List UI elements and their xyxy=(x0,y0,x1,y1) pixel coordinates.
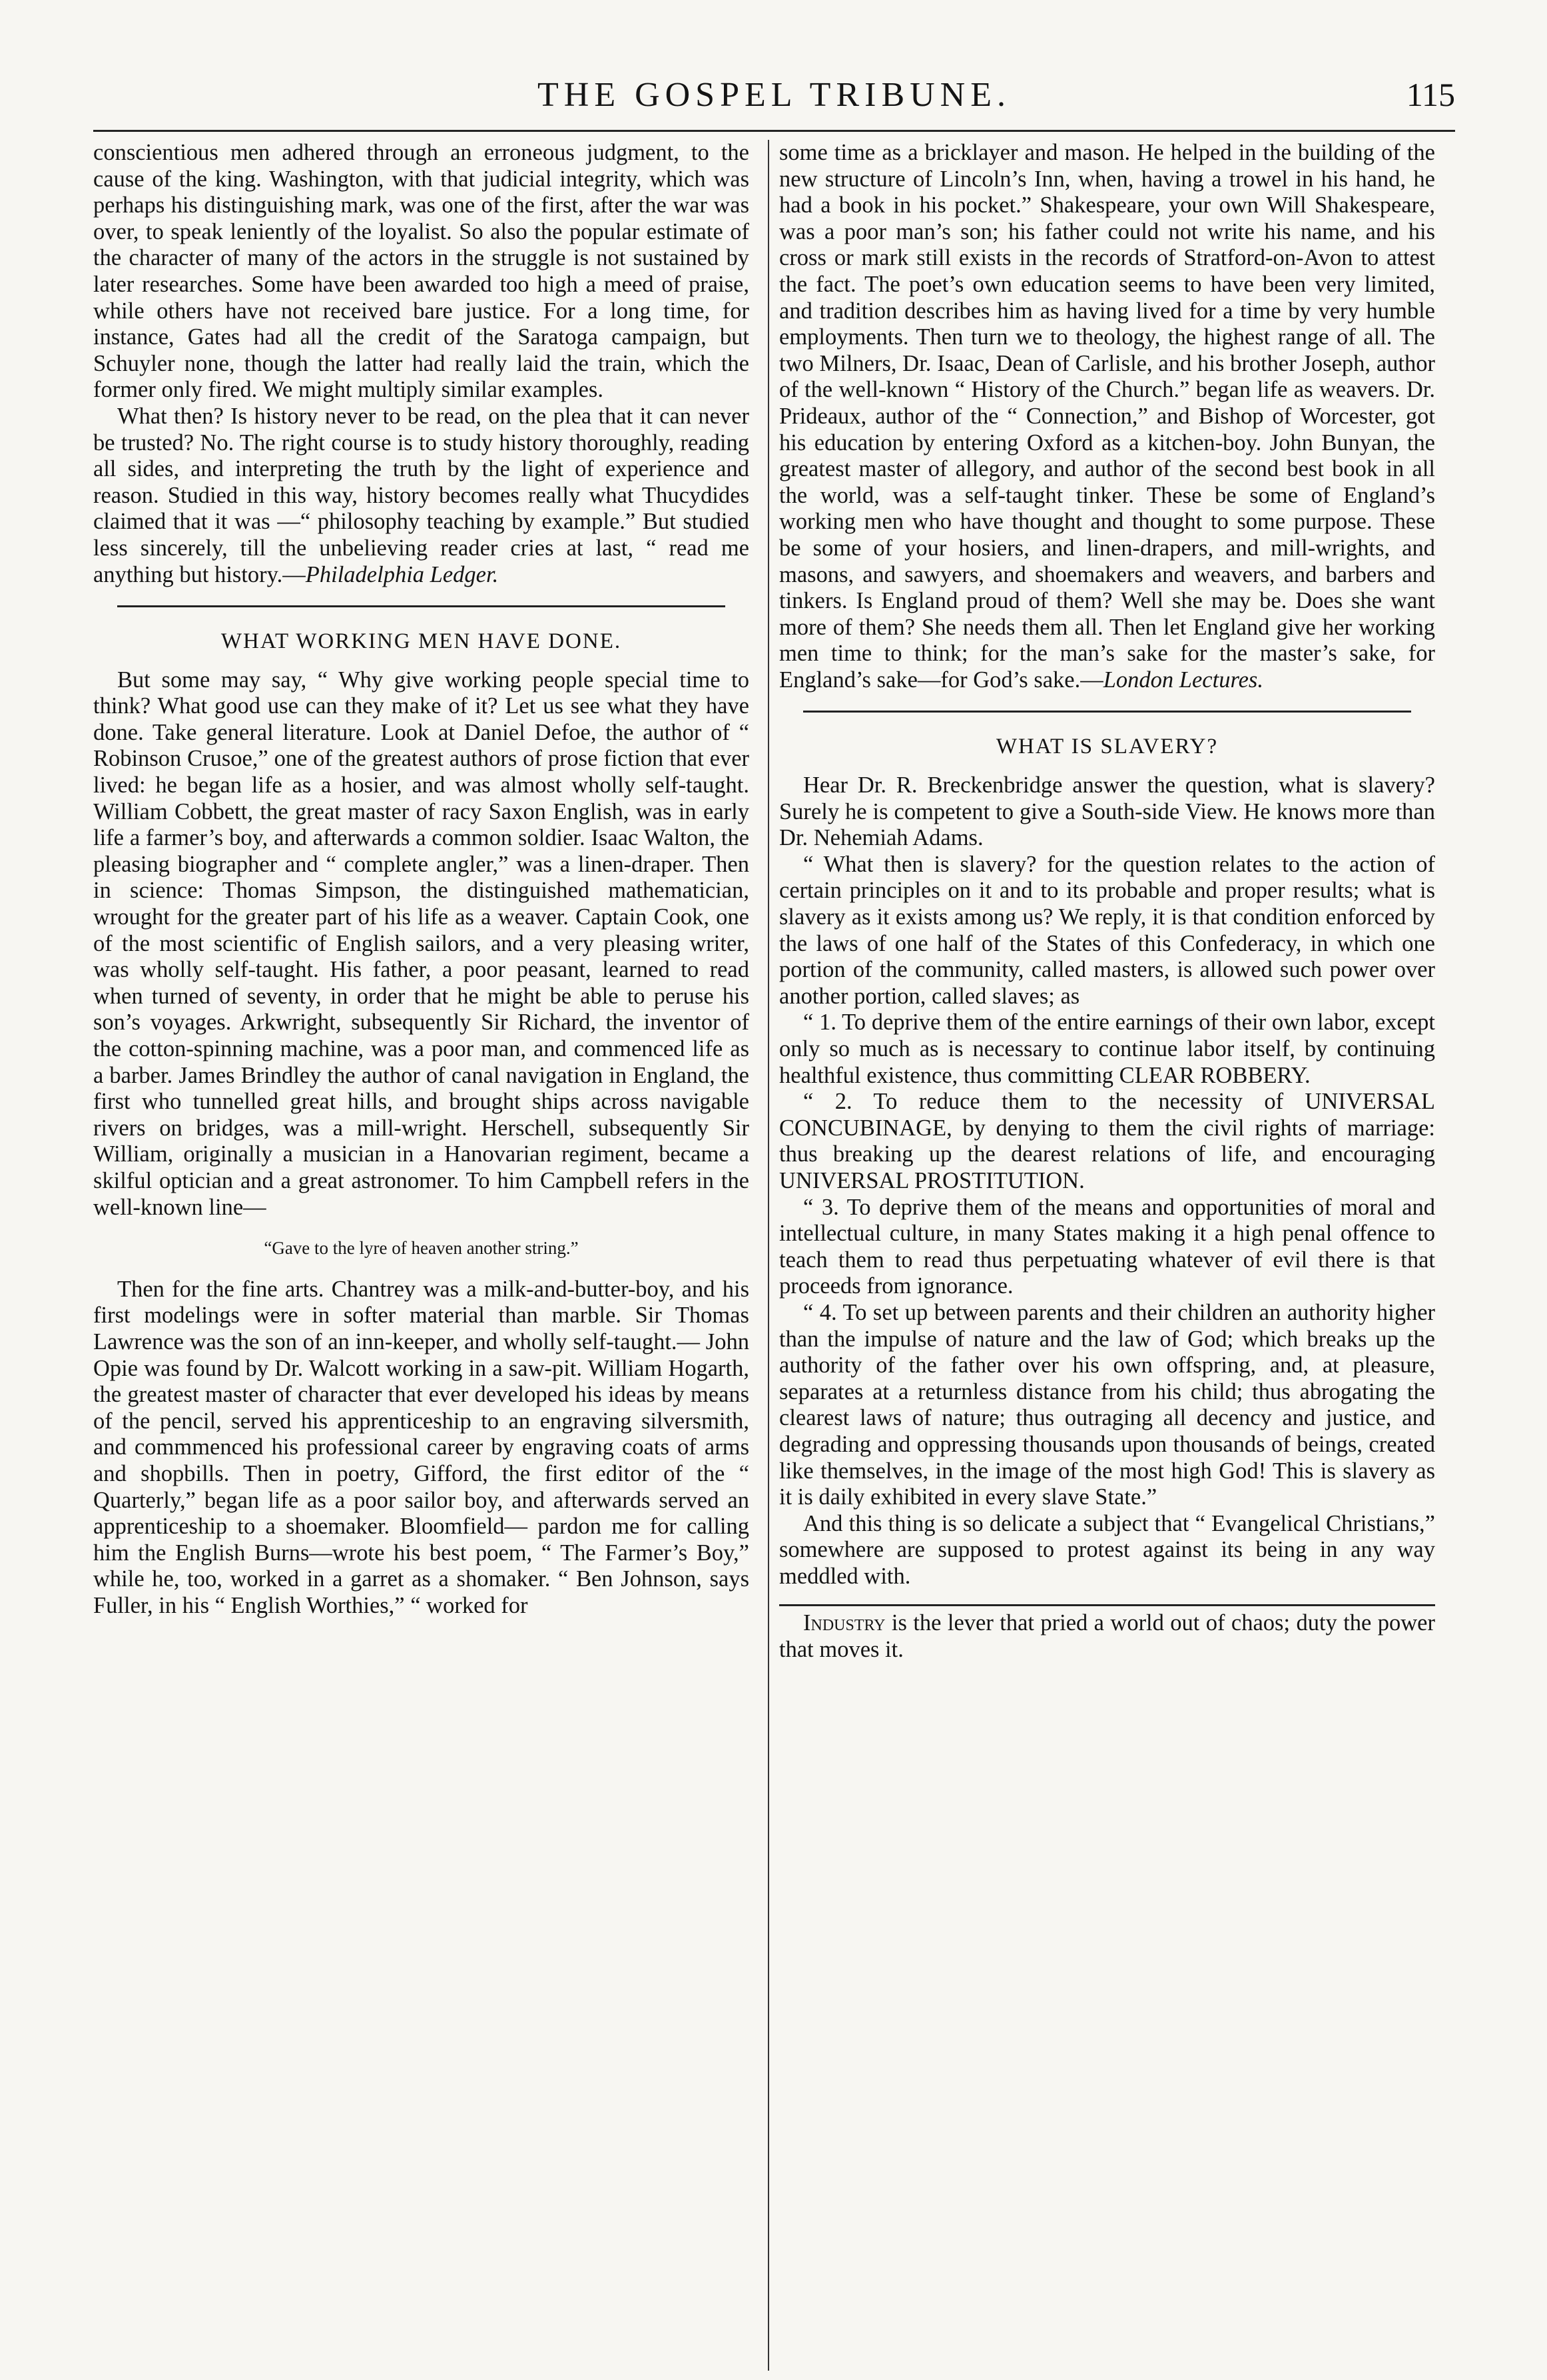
article-paragraph xyxy=(779,1610,1435,1663)
article-paragraph: conscientious men adhered through an erroneous judgment, to the cause of the king. Washington, with that judicial integrity, which was perhaps his distinguishing mark, was one of the first, after the war was over, to speak leniently of the loyalist. So also the popular estimate of the character of many of the actors in the struggle is not sustained by later researches. Some have been awarded too high a meed of praise, while others have not received bare justice. For a long time, for instance, Gates had all the credit of the Saratoga campaign, but Schuyler none, though the latter had really laid the train, which the former only fired. We might multiply similar examples. xyxy=(93,140,749,403)
article-paragraph: “ 1. To deprive them of the entire earnings of their own labor, except only so much as is necessary to continue labor itself, by continuing healthful existence, thus committing CLEAR ROBBERY. xyxy=(779,1010,1435,1088)
article-paragraph xyxy=(779,140,1435,693)
article-paragraph: “ What then is slavery? for the question relates to the action of certain principles on it and to its probable and proper results; what is slavery as it exists among us? We reply, it is that condition enforced by the laws of one half of the States of this Confederacy, in which one portion of the community, called masters, is allowed such power over another portion, called slaves; as xyxy=(779,851,1435,1009)
section-divider xyxy=(803,711,1411,713)
source-citation: Philadelphia Ledger. xyxy=(305,561,499,587)
article-paragraph: “ 4. To set up between parents and their children an authority higher than the impulse of nature and the law of God; which breaks up the authority of the father over his own offspring, and, at pleasure, separates at a returnless distance from his child; thus abrogating the clearest laws of nature; thus outraging all decency and justice, and degrading and oppressing thousands upon thousands of beings, created like themselves, in the image of the most high God! This is slavery as it is daily exhibited in every slave State.” xyxy=(779,1299,1435,1510)
section-divider xyxy=(779,1604,1435,1606)
newspaper-title: THE GOSPEL TRIBUNE. xyxy=(537,76,1011,114)
article-paragraph: “ 2. To reduce them to the necessity of UNIVERSAL CONCUBINAGE, by denying to them the civil rights of marriage: thus breaking up the dearest relations of life, and encouraging UNIVERSAL PROSTITUTION. xyxy=(779,1089,1435,1193)
page-number: 115 xyxy=(1406,76,1455,113)
article-paragraph: Then for the fine arts. Chantrey was a milk-and-butter-boy, and his first modelings were in softer material than marble. Sir Thomas Lawrence was the son of an inn-keeper, and wholly self-taught.— John Opie was found by Dr. Walcott working in a saw-pit. William Hogarth, the greatest master of character that ever developed his ideas by means of the pencil, served his apprenticeship to an engraving silversmith, and commmenced his professional career by engraving coats of arms and shopbills. Then in poetry, Gifford, the first editor of the “ Quarterly,” began life as a poor sailor boy, and afterwards served an apprenticeship to a shoemaker. Bloomfield— pardon me for calling him the English Burns—wrote his best poem, “ The Farmer’s Boy,” while he, too, worked in a garret as a shomaker. “ Ben Johnson, says Fuller, in his “ English Worthies,” “ worked for xyxy=(93,1276,749,1618)
source-citation: London Lectures. xyxy=(1103,667,1263,693)
paragraph-text: some time as a bricklayer and mason. He helped in the building of the new structure of Lincoln’s Inn, when, having a trowel in his hand, he had a book in his pocket.” Shakespeare, your own Will Shakespeare, was a poor man’s son; his father could not write his name, and his cross or mark still exists in the records of Stratford-on-Avon to attest the fact. The poet’s own education seems to have been very limited, and tradition describes him as having lived for a time by very humble employments. Then turn we to theology, the highest range of all. The two Milners, Dr. Isaac, Dean of Carlisle, and his brother Joseph, author of the well-known “ History of the Church.” began life as weavers. Dr. Prideaux, author of the “ Connection,” and Bishop of Worcester, got his education by entering Oxford as a kitchen-boy. John Bunyan, the greatest master of allegory, and author of the second best book in all the world, was a self-taught tinker. These be some of England’s working men who have thought and thought to some purpose. These be some of your hosiers, and linen-drapers, and mill-wrights, and masons, and sawyers, and shoemakers and weavers, and barbers and tinkers. Is England proud of them? Well she may be. Does she want more of them? She needs them all. Then let England give her working men time to think; for the man’s sake for the master’s sake, for England’s sake—for God’s sake.— xyxy=(779,140,1435,693)
right-column xyxy=(779,140,1435,2344)
quoted-verse: “Gave to the lyre of heaven another string.” xyxy=(264,1238,579,1259)
paragraph-text: is the lever that pried a world out of chaos; duty the power that moves it. xyxy=(779,1610,1435,1663)
article-paragraph: “ 3. To deprive them of the means and opportunities of moral and intellectual culture, in many States making it a high penal offence to teach them to read thus perpetuating whatever of evil there is that proceeds from ignorance. xyxy=(779,1194,1435,1299)
article-paragraph: But some may say, “ Why give working people special time to think? What good use can they make of it? Let us see what they have done. Take general literature. Look at Daniel Defoe, the author of “ Robinson Crusoe,” one of the greatest authors of prose fiction that ever lived: he began life as a hosier, and was almost wholly self-taught. William Cobbett, the great master of racy Saxon English, was in early life a farmer’s boy, and afterwards a common soldier. Isaac Walton, the pleasing biographer and “ complete angler,” was a linen-draper. Then in science: Thomas Simpson, the distinguished mathematician, wrought for the greater part of his life as a weaver. Captain Cook, one of the most scientific of English sailors, and a very pleasing writer, was wholly self-taught. His father, a poor peasant, learned to read when turned of seventy, in order that he might be able to peruse his son’s voyages. Arkwright, subsequently Sir Richard, the inventor of the cotton-spinning machine, was a poor man, and commenced life as a barber. James Brindley the author of canal navigation in England, the first who tunnelled great hills, and brought ships across navigable rivers on bridges, was a mill-wright. Herschell, subsequently Sir William, originally a musician in a Hanovarian regiment, became a skilful optician and a great astronomer. To him Campbell refers in the well-known line— xyxy=(93,667,749,1220)
section-divider xyxy=(117,605,725,607)
article-heading: WHAT WORKING MEN HAVE DONE. xyxy=(220,629,622,654)
page-header xyxy=(93,70,1455,132)
paragraph-text: What then? Is history never to be read, on the plea that it can never be trusted? No. The right course is to study history thoroughly, reading all sides, and interpreting the truth by the light of experience and reason. Studied in this way, history becomes really what Thucydides claimed that it was —“ philosophy teaching by example.” But studied less sincerely, till the unbelieving reader cries at last, “ read me anything but history.— xyxy=(93,403,749,587)
article-paragraph: And this thing is so delicate a subject that “ Evangelical Christians,” somewhere are supposed to protest against its being in any way meddled with. xyxy=(779,1510,1435,1589)
article-paragraph: Hear Dr. R. Breckenbridge answer the question, what is slavery? Surely he is competent to give a South-side View. He knows more than Dr. Nehemiah Adams. xyxy=(779,772,1435,851)
article-paragraph xyxy=(93,404,749,588)
article-heading: WHAT IS SLAVERY? xyxy=(996,735,1219,759)
column-rule xyxy=(768,140,769,2371)
left-column xyxy=(93,140,749,2344)
lead-word: Industry xyxy=(803,1610,886,1636)
